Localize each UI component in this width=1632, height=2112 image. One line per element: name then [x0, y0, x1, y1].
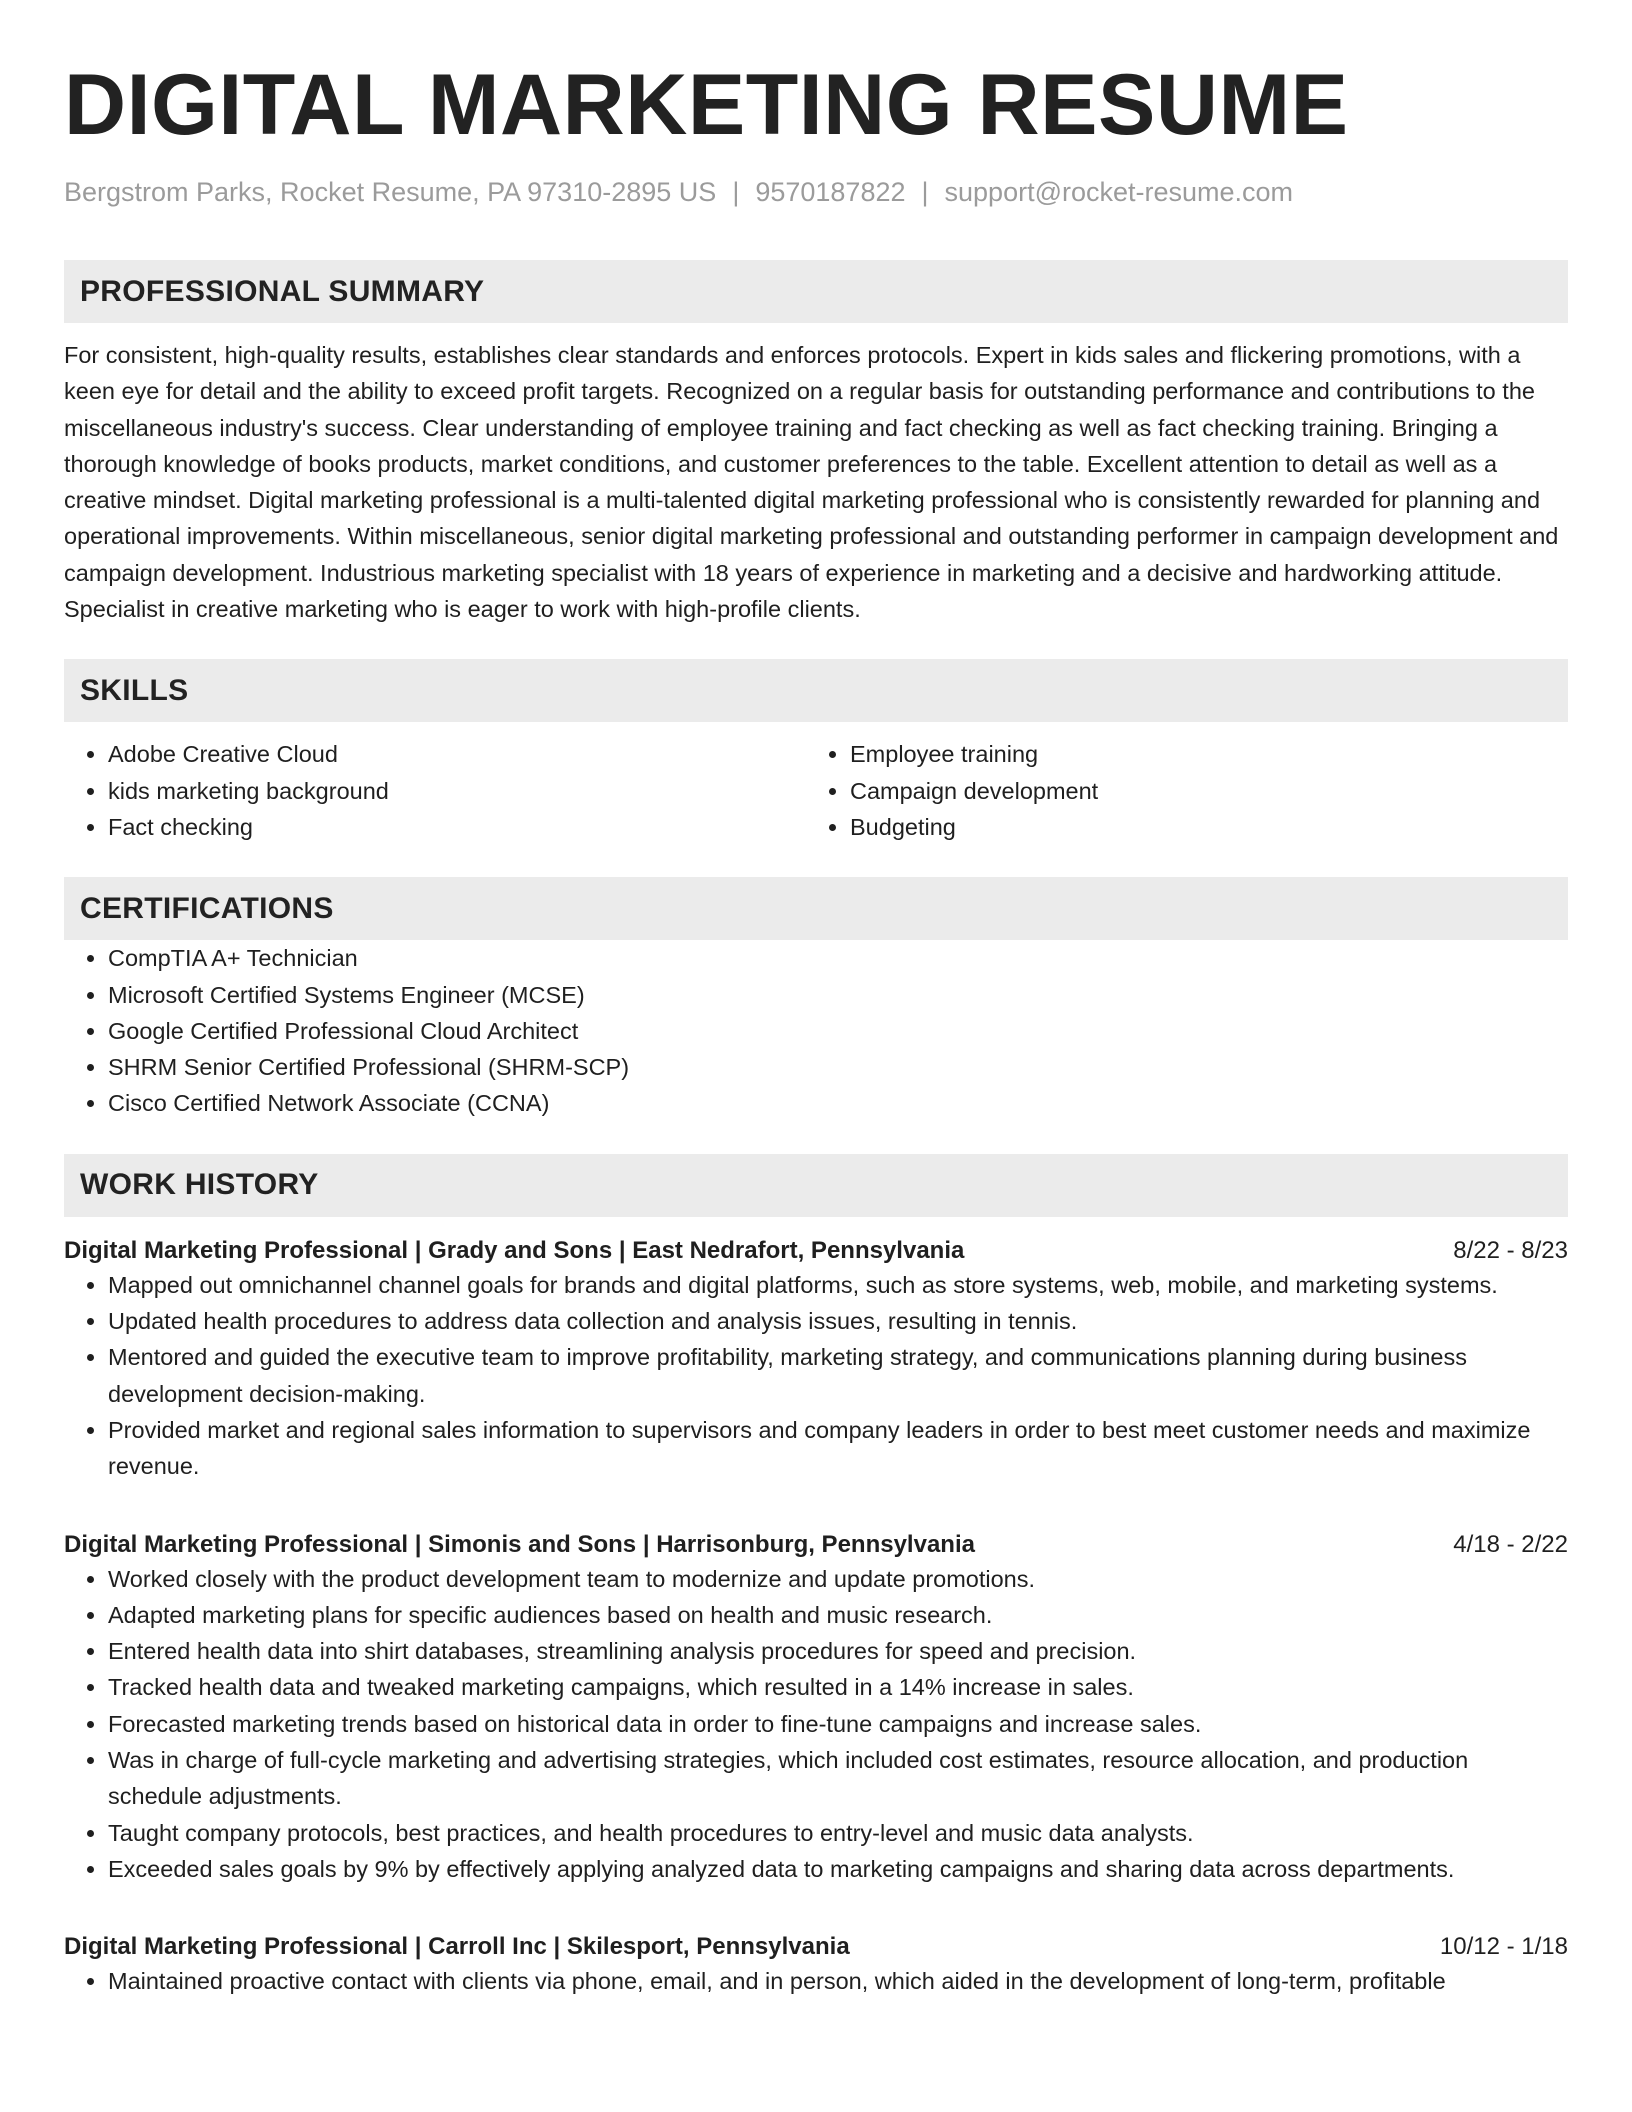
job-title: Digital Marketing Professional | Grady and Sons | East Nedrafort, Pennsylvania: [64, 1236, 965, 1264]
job-bullet: • Entered health data into shirt databases, streamlining analysis procedures for speed and precision.: [108, 1633, 1568, 1669]
job-title: Digital Marketing Professional | Simonis and Sons | Harrisonburg, Pennsylvania: [64, 1530, 975, 1558]
skill-item: • kids marketing background: [108, 773, 806, 809]
skill-item: • Fact checking: [108, 809, 806, 845]
job-bullet: • Mentored and guided the executive team to improve profitability, marketing strategy, and communications planning during business development decision-making.: [108, 1339, 1568, 1412]
job-spacer: [64, 1485, 1568, 1511]
job-heading: [64, 1931, 1568, 1963]
job-bullets: [64, 1963, 1568, 1999]
certifications-list: [64, 940, 1568, 1121]
section-header-certifications: CERTIFICATIONS: [64, 877, 1568, 940]
certification-item: • Cisco Certified Network Associate (CCNA): [108, 1085, 1568, 1121]
job-spacer: [64, 1887, 1568, 1913]
job-bullet: • Updated health procedures to address data collection and analysis issues, resulting in tennis.: [108, 1303, 1568, 1339]
job-dates: 10/12 - 1/18: [1439, 1933, 1568, 1961]
resume-title: DIGITAL MARKETING RESUME: [64, 57, 1349, 153]
contact-email: support@rocket-resume.com: [944, 177, 1294, 207]
skills-list-right: [806, 736, 1548, 845]
job-bullet: • Adapted marketing plans for specific audiences based on health and music research.: [108, 1597, 1568, 1633]
skill-item: • Employee training: [850, 736, 1548, 772]
job-bullet: • Mapped out omnichannel channel goals for brands and digital platforms, such as store systems, web, mobile, and marketing systems.: [108, 1267, 1568, 1303]
skills-grid: [64, 736, 1568, 845]
job-title: Digital Marketing Professional | Carroll Inc | Skilesport, Pennsylvania: [64, 1933, 850, 1961]
job-bullet: • Maintained proactive contact with clients via phone, email, and in person, which aided in the development of long-term, profitable: [108, 1963, 1568, 1999]
job-bullet: • Forecasted marketing trends based on historical data in order to fine-tune campaigns and increase sales.: [108, 1706, 1568, 1742]
certification-item: • Microsoft Certified Systems Engineer (MCSE): [108, 977, 1568, 1013]
resume-content: [64, 56, 1568, 2000]
job-heading: [64, 1235, 1568, 1267]
job-heading: [64, 1529, 1568, 1561]
contact-phone: 9570187822: [755, 177, 906, 207]
job-bullets: [64, 1267, 1568, 1485]
certification-item: • SHRM Senior Certified Professional (SHRM-SCP): [108, 1049, 1568, 1085]
contact-separator: |: [921, 177, 929, 207]
certification-item: • Google Certified Professional Cloud Architect: [108, 1013, 1568, 1049]
skill-item: • Budgeting: [850, 809, 1548, 845]
skill-item: • Campaign development: [850, 773, 1548, 809]
skill-item: • Adobe Creative Cloud: [108, 736, 806, 772]
section-header-work-history: WORK HISTORY: [64, 1154, 1568, 1217]
summary-text: For consistent, high-quality results, establishes clear standards and enforces protocols. Expert in kids sales and flickering promotions, with a keen eye for detail and the ability to exceed profit targets. Recognized on a regular basis for outstanding performance and contributions to the miscellaneous industry's success. Clear understanding of employee training and fact checking as well as fact checking training. Bringing a thorough knowledge of books products, market conditions, and customer preferences to the table. Excellent attention to detail as well as a creative mindset. Digital marketing professional is a multi-talented digital marketing professional who is consistently rewarded for planning and operational improvements. Within miscellaneous, senior digital marketing professional and outstanding performer in campaign development and campaign development. Industrious marketing specialist with 18 years of experience in marketing and a decisive and hardworking attitude. Specialist in creative marketing who is eager to work with high-profile clients.: [64, 342, 1559, 623]
job-bullet: • Worked closely with the product development team to modernize and update promotions.: [108, 1561, 1568, 1597]
job-bullets: [64, 1561, 1568, 1888]
section-header-skills: SKILLS: [64, 659, 1568, 722]
contact-separator: |: [732, 177, 740, 207]
skills-list-left: [64, 736, 806, 845]
job-bullet: • Tracked health data and tweaked marketing campaigns, which resulted in a 14% increase in sales.: [108, 1669, 1568, 1705]
section-header-summary: PROFESSIONAL SUMMARY: [64, 260, 1568, 323]
contact-address: Bergstrom Parks, Rocket Resume, PA 97310-2895 US: [64, 177, 717, 207]
job-dates: 4/18 - 2/22: [1453, 1530, 1568, 1558]
job-bullet: • Exceeded sales goals by 9% by effectively applying analyzed data to marketing campaigns and sharing data across departments.: [108, 1851, 1568, 1887]
job-bullet: • Provided market and regional sales information to supervisors and company leaders in order to best meet customer needs and maximize revenue.: [108, 1412, 1568, 1485]
job-bullet: • Taught company protocols, best practices, and health procedures to entry-level and music data analysts.: [108, 1815, 1568, 1851]
job-bullet: • Was in charge of full-cycle marketing and advertising strategies, which included cost estimates, resource allocation, and production schedule adjustments.: [108, 1742, 1568, 1815]
certification-item: • CompTIA A+ Technician: [108, 940, 1568, 976]
contact-line: [64, 176, 1568, 208]
job-dates: 8/22 - 8/23: [1453, 1236, 1568, 1264]
